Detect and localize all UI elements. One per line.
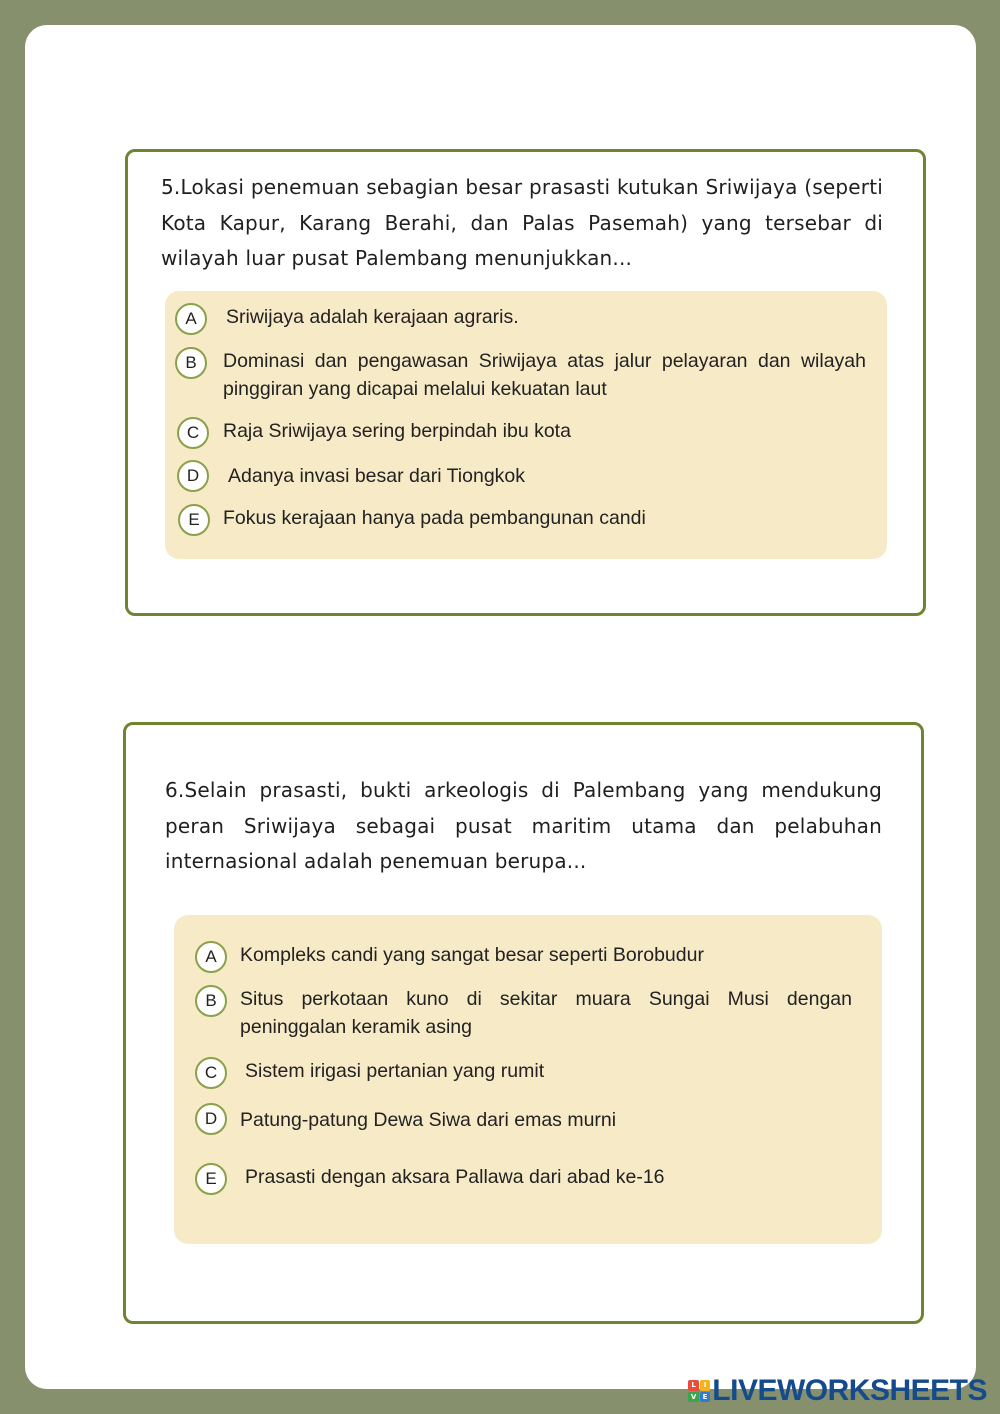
question-text: 6.Selain prasasti, bukti arkeologis di Palembang yang mendukung peran Sriwijaya sebagai pusat maritim utama dan pelabuhan internasional adalah penemuan berupa... bbox=[165, 778, 882, 873]
option-text: Situs perkotaan kuno di sekitar muara Sungai Musi dengan peninggalan keramik asing bbox=[240, 988, 852, 1038]
question-text: 5.Lokasi penemuan sebagian besar prasasti kutukan Sriwijaya (seperti Kota Kapur, Karang Berahi, dan Palas Pasemah) yang tersebar di wilayah luar pusat Palembang menunjukkan... bbox=[161, 175, 883, 270]
option-letter: E bbox=[195, 1163, 227, 1195]
option-text: Prasasti dengan aksara Pallawa dari abad ke-16 bbox=[245, 1166, 665, 1188]
options-panel bbox=[174, 915, 882, 1244]
option-letter: B bbox=[175, 347, 207, 379]
option-letter: D bbox=[177, 460, 209, 492]
options-panel bbox=[165, 291, 887, 559]
logo-tile-l: L bbox=[688, 1380, 699, 1391]
option-text: Adanya invasi besar dari Tiongkok bbox=[228, 465, 526, 487]
brand-name: LIVEWORKSHEETS bbox=[712, 1374, 987, 1407]
option-text: Sriwijaya adalah kerajaan agraris. bbox=[226, 306, 519, 328]
option-text: Fokus kerajaan hanya pada pembangunan candi bbox=[223, 507, 646, 529]
option-letter: C bbox=[177, 417, 209, 449]
option-text: Patung-patung Dewa Siwa dari emas murni bbox=[240, 1109, 617, 1131]
logo-tile-e: E bbox=[700, 1392, 711, 1403]
liveworksheets-logo[interactable] bbox=[688, 1376, 987, 1406]
option-letter: B bbox=[195, 985, 227, 1017]
option-letter: C bbox=[195, 1057, 227, 1089]
question-card-6 bbox=[123, 722, 924, 1324]
liveworksheets-icon bbox=[688, 1380, 710, 1402]
option-letter: D bbox=[195, 1103, 227, 1135]
option-text: Sistem irigasi pertanian yang rumit bbox=[245, 1060, 545, 1082]
option-letter: A bbox=[175, 303, 207, 335]
logo-tile-v: V bbox=[688, 1392, 699, 1403]
logo-tile-i: I bbox=[700, 1380, 711, 1391]
question-card-5 bbox=[125, 149, 926, 616]
option-text: Kompleks candi yang sangat besar seperti Borobudur bbox=[240, 944, 704, 966]
option-letter: E bbox=[178, 504, 210, 536]
option-text: Raja Sriwijaya sering berpindah ibu kota bbox=[223, 420, 571, 442]
worksheet-page bbox=[25, 25, 976, 1389]
option-letter: A bbox=[195, 941, 227, 973]
option-text: Dominasi dan pengawasan Sriwijaya atas jalur pelayaran dan wilayah pinggiran yang dicapai melalui kekuatan laut bbox=[223, 350, 866, 400]
